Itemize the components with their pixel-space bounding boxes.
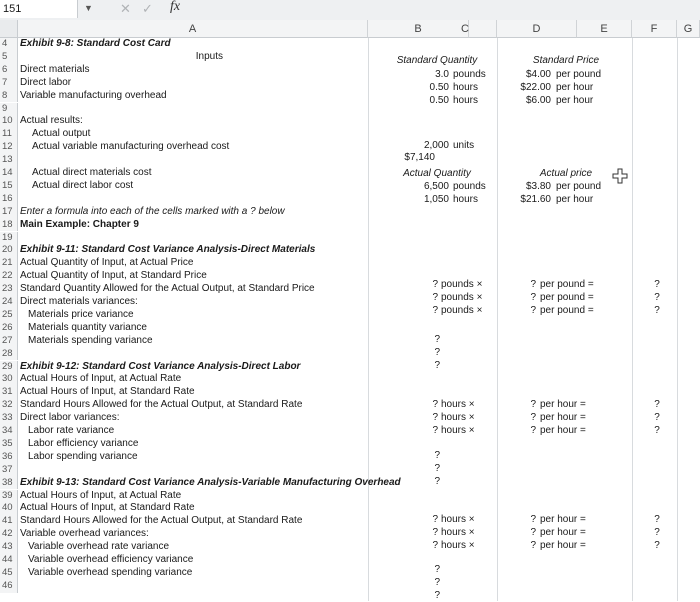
cell-a-label[interactable]: Actual Quantity of Input, at Actual Price (20, 257, 194, 269)
column-header-a[interactable]: A (18, 20, 368, 38)
cell-c-unit[interactable]: hours (453, 95, 479, 106)
row-header[interactable]: 10 (0, 115, 18, 128)
cell-a-label[interactable]: Direct labor (20, 76, 72, 88)
cell-b-variance[interactable]: ? (434, 590, 440, 601)
cell-d-price[interactable]: ? (530, 527, 536, 538)
cell-a-label[interactable]: Actual Quantity of Input, at Standard Price (20, 270, 207, 282)
row-header[interactable]: 43 (0, 541, 18, 554)
cell-a-label[interactable]: Labor spending variance (28, 450, 138, 462)
cell-f-total[interactable]: ? (654, 305, 660, 316)
cell-c-unit[interactable]: pounds × (441, 292, 483, 303)
cell-c-unit[interactable]: hours × (441, 540, 475, 551)
cell-a-label[interactable]: Actual Hours of Input, at Actual Rate (20, 373, 182, 385)
cell-a-label[interactable]: Actual Hours of Input, at Standard Rate (20, 386, 195, 398)
cell-c-unit[interactable]: pounds (453, 181, 486, 192)
row-header[interactable]: 39 (0, 490, 18, 503)
cell-a-label[interactable]: Actual Hours of Input, at Standard Rate (20, 502, 195, 514)
row-header[interactable]: 36 (0, 451, 18, 464)
row-header[interactable]: 4 (0, 38, 18, 51)
row-header[interactable]: 31 (0, 386, 18, 399)
column-header-e[interactable]: E (577, 20, 632, 38)
cell-b-value[interactable]: $7,140 (404, 152, 435, 163)
cell-b-value[interactable]: 2,000 (423, 140, 449, 151)
cell-a-label[interactable]: Variable overhead efficiency variance (28, 554, 194, 565)
row-header[interactable]: 7 (0, 77, 18, 90)
cell-c-unit[interactable]: hours (453, 194, 479, 205)
row-header[interactable]: 37 (0, 464, 18, 477)
cell-b-variance[interactable]: ? (434, 347, 440, 358)
cell-e-unit[interactable]: per hour (556, 82, 594, 93)
cell-d-price[interactable]: ? (530, 425, 536, 436)
cell-a-label[interactable]: Materials price variance (28, 308, 134, 320)
confirm-icon[interactable]: ✓ (142, 1, 153, 16)
cell-a-label[interactable]: Materials quantity variance (28, 321, 147, 333)
row-header[interactable]: 6 (0, 64, 18, 77)
cell-e-unit[interactable]: per hour = (540, 399, 586, 410)
cell-e-unit[interactable]: per hour = (540, 412, 586, 423)
cell-a-label[interactable]: Materials spending variance (28, 334, 153, 346)
cell-c-unit[interactable]: hours × (441, 425, 475, 436)
row-header[interactable]: 5 (0, 51, 18, 64)
row-header[interactable]: 30 (0, 373, 18, 386)
cell-d-price[interactable]: ? (530, 279, 536, 290)
cell-a-label[interactable]: Actual results: (20, 115, 83, 127)
row-header[interactable]: 29 (0, 361, 18, 374)
cell-a-label[interactable]: Variable overhead rate variance (28, 541, 170, 553)
row-header[interactable]: 42 (0, 528, 18, 541)
column-header-d[interactable]: D (497, 20, 577, 38)
cell-b-value[interactable]: 0.50 (429, 95, 449, 106)
row-header[interactable]: 21 (0, 257, 18, 270)
cell-b-quantity[interactable]: ? (432, 292, 438, 303)
cell-b-quantity[interactable]: ? (432, 514, 438, 525)
row-header[interactable]: 8 (0, 90, 18, 103)
row-header[interactable]: 41 (0, 515, 18, 528)
cell-a-label[interactable]: Exhibit 9-12: Standard Cost Variance Analysis-Direct Labor (20, 360, 301, 372)
cell-b-header[interactable]: Actual Quantity (403, 168, 471, 179)
cell-b-quantity[interactable]: ? (432, 425, 438, 436)
row-header[interactable]: 46 (0, 580, 18, 593)
cell-b-quantity[interactable]: ? (432, 540, 438, 551)
cell-a-label[interactable]: Exhibit 9-11: Standard Cost Variance Analysis-Direct Materials (20, 244, 316, 256)
formula-bar (0, 0, 700, 21)
cell-e-unit[interactable]: per hour = (540, 425, 586, 436)
cell-a-label[interactable]: Main Example: Chapter 9 (20, 218, 139, 230)
cell-b-variance[interactable]: ? (434, 476, 440, 487)
cell-a-label[interactable]: Exhibit 9-13: Standard Cost Variance Analysis-Variable Manufacturing Overhead (20, 476, 401, 488)
cell-a-label[interactable]: Enter a formula into each of the cells marked with a ? below (20, 205, 285, 217)
cell-f-total[interactable]: ? (654, 412, 660, 423)
cell-f-total[interactable]: ? (654, 399, 660, 410)
cell-b-quantity[interactable]: ? (432, 412, 438, 423)
cell-c-unit[interactable]: hours × (441, 514, 475, 525)
row-header[interactable]: 34 (0, 425, 18, 438)
cell-a-label[interactable]: Variable overhead spending variance (28, 566, 193, 578)
cell-d-value[interactable]: $3.80 (525, 181, 551, 192)
row-header[interactable]: 32 (0, 399, 18, 412)
cell-d-price[interactable]: ? (530, 292, 536, 303)
cell-e-unit[interactable]: per hour (556, 194, 594, 205)
cell-b-variance[interactable]: ? (434, 450, 440, 461)
cell-c-unit[interactable]: units (453, 140, 475, 151)
cell-b-quantity[interactable]: ? (432, 279, 438, 290)
cell-c-unit[interactable]: hours × (441, 399, 475, 410)
cell-a-label[interactable]: Inputs (195, 50, 223, 62)
cell-c-unit[interactable]: hours × (441, 412, 475, 423)
cell-b-quantity[interactable]: ? (432, 527, 438, 538)
cell-f-total[interactable]: ? (654, 540, 660, 551)
select-all-corner[interactable] (0, 20, 18, 38)
cell-d-price[interactable]: ? (530, 412, 536, 423)
cell-d-value[interactable]: $22.00 (520, 82, 551, 93)
cancel-icon[interactable]: ✕ (120, 1, 131, 16)
column-header-b[interactable]: B (368, 20, 469, 38)
cell-d-value[interactable]: $21.60 (520, 194, 551, 205)
cell-d-price[interactable]: ? (530, 399, 536, 410)
column-header-f[interactable]: F (632, 20, 677, 38)
cell-d-price[interactable]: ? (530, 305, 536, 316)
row-header[interactable]: 15 (0, 180, 18, 193)
cell-c-unit[interactable]: pounds (453, 69, 486, 80)
cell-b-variance[interactable]: ? (434, 360, 440, 371)
cell-a-label[interactable]: Actual Hours of Input, at Actual Rate (20, 489, 182, 501)
cell-d-value[interactable]: $6.00 (525, 95, 551, 106)
cell-a-label[interactable]: Direct materials variances: (20, 296, 138, 307)
column-header-g[interactable]: G (677, 20, 700, 38)
cell-b-variance[interactable]: ? (434, 463, 440, 474)
cell-a-label[interactable]: Variable overhead variances: (20, 528, 149, 540)
cell-b-value[interactable]: 0.50 (429, 82, 449, 93)
column-header-c[interactable]: C (461, 23, 469, 35)
name-box-dropdown-icon[interactable]: ▼ (84, 3, 93, 13)
row-header[interactable]: 26 (0, 322, 18, 335)
cell-e-unit[interactable]: per hour (556, 95, 594, 106)
cell-e-unit[interactable]: per hour = (540, 514, 586, 525)
cell-a-label[interactable]: Standard Quantity Allowed for the Actual Output, at Standard Price (20, 283, 315, 295)
cell-a-label[interactable]: Direct labor variances: (20, 412, 120, 424)
cell-b-value[interactable]: 6,500 (423, 181, 449, 192)
cell-f-total[interactable]: ? (654, 425, 660, 436)
cell-f-total[interactable]: ? (654, 514, 660, 525)
row-header[interactable]: 44 (0, 554, 18, 567)
cell-e-unit[interactable]: per pound = (540, 279, 594, 290)
spreadsheet-grid[interactable] (0, 38, 700, 601)
cell-f-total[interactable]: ? (654, 292, 660, 303)
cell-a-label[interactable]: Standard Hours Allowed for the Actual Output, at Standard Rate (20, 515, 303, 527)
row-header[interactable]: 20 (0, 244, 18, 257)
row-header[interactable]: 22 (0, 270, 18, 283)
row-header[interactable]: 17 (0, 206, 18, 219)
cell-c-unit[interactable]: hours (453, 82, 479, 93)
row-header[interactable]: 11 (0, 128, 18, 141)
cell-d-price[interactable]: ? (530, 514, 536, 525)
cell-e-unit[interactable]: per hour = (540, 527, 586, 538)
cell-d-value[interactable]: $4.00 (525, 69, 551, 80)
cell-b-variance[interactable]: ? (434, 577, 440, 588)
cell-b-quantity[interactable]: ? (432, 399, 438, 410)
cell-c-unit[interactable]: pounds × (441, 305, 483, 316)
row-header[interactable]: 33 (0, 412, 18, 425)
cell-e-unit[interactable]: per pound (556, 69, 602, 80)
cell-e-unit[interactable]: per pound (556, 181, 602, 192)
cell-a-label[interactable]: Actual direct materials cost (32, 167, 152, 178)
row-header[interactable]: 24 (0, 296, 18, 309)
row-header[interactable]: 35 (0, 438, 18, 451)
row-header[interactable]: 19 (0, 232, 18, 245)
cell-a-label[interactable]: Actual output (32, 128, 91, 140)
cell-a-label[interactable]: Direct materials (20, 63, 90, 75)
row-header[interactable]: 23 (0, 283, 18, 296)
cell-c-unit[interactable]: pounds × (441, 279, 483, 290)
cell-a-label[interactable]: Actual direct labor cost (32, 179, 134, 191)
name-box[interactable]: 151 (0, 0, 78, 18)
row-header[interactable]: 28 (0, 348, 18, 361)
row-header[interactable]: 12 (0, 141, 18, 154)
cell-b-variance[interactable]: ? (434, 334, 440, 345)
row-header[interactable]: 18 (0, 219, 18, 232)
cell-f-total[interactable]: ? (654, 527, 660, 538)
cell-d-header[interactable]: Actual price (539, 168, 593, 179)
fx-icon[interactable]: fx (170, 0, 181, 14)
cell-a-label[interactable]: Labor rate variance (28, 425, 115, 436)
cell-a-label[interactable]: Standard Hours Allowed for the Actual Output, at Standard Rate (20, 399, 303, 411)
cell-a-label[interactable]: Exhibit 9-8: Standard Cost Card (20, 38, 171, 49)
cell-a-label[interactable]: Labor efficiency variance (28, 437, 139, 449)
row-header[interactable]: 14 (0, 167, 18, 180)
cell-cursor-cross-icon (612, 168, 628, 184)
row-header[interactable]: 27 (0, 335, 18, 348)
cell-f-total[interactable]: ? (654, 279, 660, 290)
cell-b-quantity[interactable]: ? (432, 305, 438, 316)
row-header[interactable]: 13 (0, 154, 18, 167)
cell-b-variance[interactable]: ? (434, 564, 440, 575)
cell-e-unit[interactable]: per pound = (540, 292, 594, 303)
cell-b-value[interactable]: 3.0 (435, 69, 449, 80)
cell-a-label[interactable]: Actual variable manufacturing overhead cost (32, 141, 230, 153)
cell-c-unit[interactable]: hours × (441, 527, 475, 538)
row-header[interactable]: 25 (0, 309, 18, 322)
cell-d-price[interactable]: ? (530, 540, 536, 551)
row-header[interactable]: 40 (0, 502, 18, 515)
cell-b-value[interactable]: 1,050 (423, 194, 449, 205)
row-header[interactable]: 38 (0, 477, 18, 490)
cell-a-label[interactable]: Variable manufacturing overhead (20, 89, 167, 101)
cell-b-header[interactable]: Standard Quantity (396, 55, 478, 66)
row-header[interactable]: 16 (0, 193, 18, 206)
row-header[interactable]: 9 (0, 103, 18, 116)
cell-e-unit[interactable]: per pound = (540, 305, 594, 316)
row-header[interactable]: 45 (0, 567, 18, 580)
cell-e-unit[interactable]: per hour = (540, 540, 586, 551)
cell-d-header[interactable]: Standard Price (532, 55, 600, 66)
